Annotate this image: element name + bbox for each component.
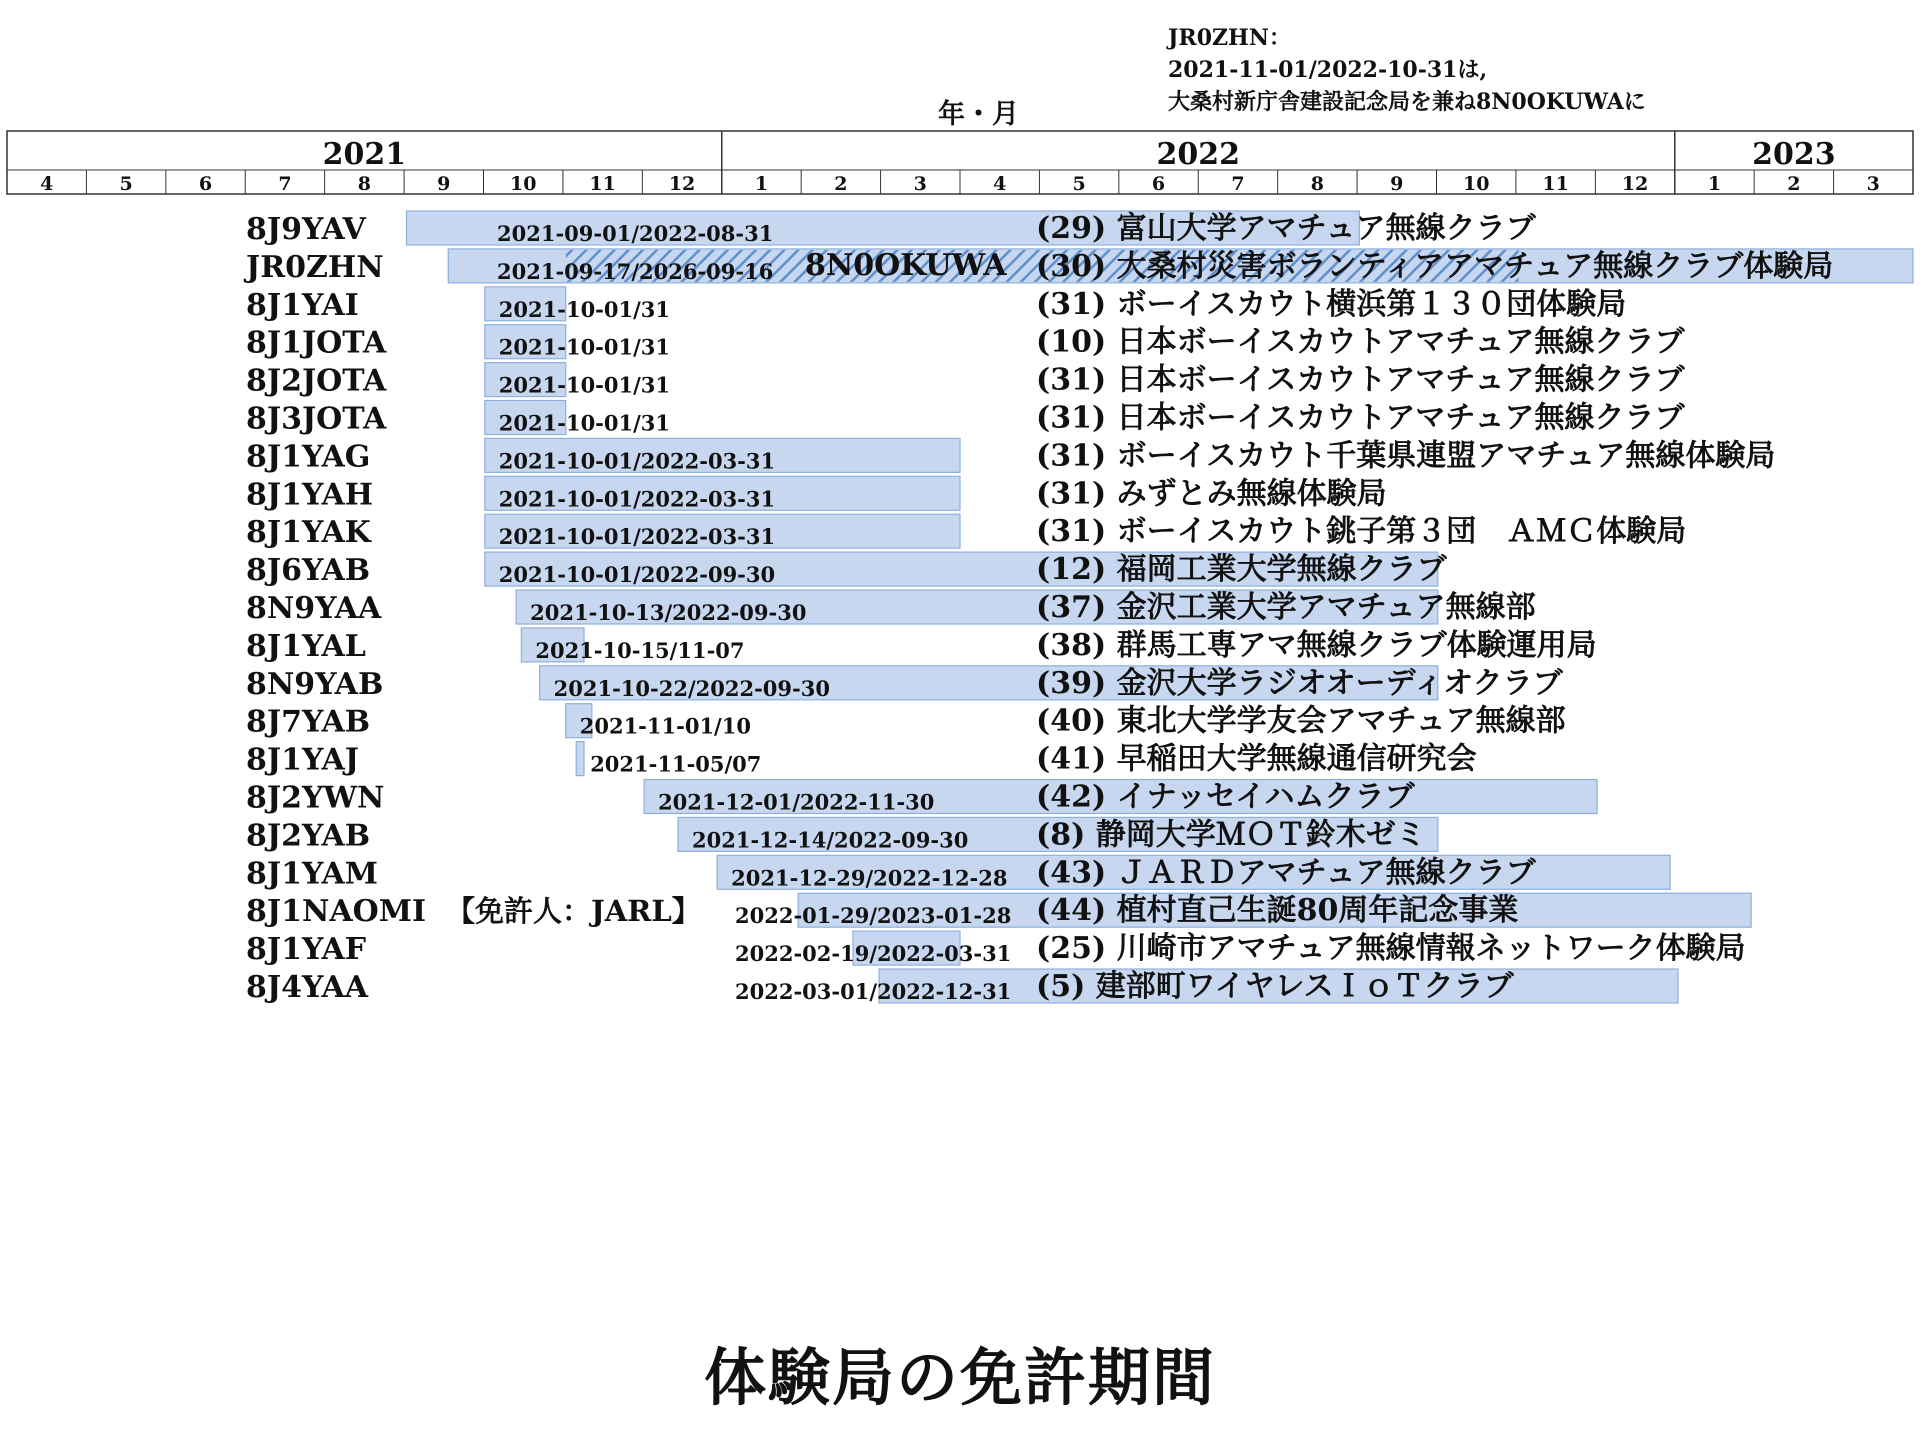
callsign-label: 8J7YAB [246,704,371,740]
description-label: (29) 富山大学アマチュア無線クラブ [1036,211,1536,246]
month-tick-label: 1 [1707,173,1722,195]
callsign-label: 8J3JOTA [246,401,387,437]
month-tick-label: 3 [913,173,927,195]
description-label: (31) ボーイスカウト千葉県連盟アマチュア無線体験局 [1036,438,1776,474]
month-tick-label: 4 [993,173,1007,195]
period-label: 2021-10-15/11-07 [535,637,745,663]
description-label: (31) ボーイスカウト銚子第３団 ＡＭＣ体験局 [1036,514,1687,550]
month-tick-label: 8 [357,173,371,195]
callsign-label: 8J1YAJ [246,742,359,778]
period-label: 2021-11-05/07 [590,751,762,777]
year-tick-label: 2021 [322,137,407,172]
callsign-label: 8J4YAA [246,970,368,1005]
month-tick-label: 9 [437,173,451,195]
description-label: (5) 建部町ワイヤレスＩｏＴクラブ [1036,969,1514,1004]
special-callsign-label: 8N0OKUWA [805,247,1007,283]
month-tick-label: 2 [1787,173,1801,195]
description-label: (12) 福岡工業大学無線クラブ [1036,552,1447,588]
period-label: 2021-09-17/2026-09-16 [497,258,774,284]
period-label: 2022-01-29/2023-01-28 [735,903,1012,929]
callsign-label: 8J1YAH [246,477,374,513]
callsign-label: 8J2JOTA [246,363,387,399]
callsign-label: 8J1YAG [246,439,371,475]
note-line: 大桑村新庁舎建設記念局を兼ね8N0OKUWAに [1168,89,1646,115]
description-label: (10) 日本ボーイスカウトアマチュア無線クラブ [1036,324,1685,360]
description-label: (8) 静岡大学ＭＯＴ鈴木ゼミ [1036,817,1426,853]
period-label: 2021-09-01/2022-08-31 [497,221,774,246]
year-tick-label: 2023 [1752,137,1836,172]
period-label: 2021-12-29/2022-12-28 [731,865,1008,891]
period-label: 2021-10-22/2022-09-30 [553,675,830,701]
chart-caption: 体験局の免許期間 [703,1341,1216,1414]
description-label: (39) 金沢大学ラジオオーディオクラブ [1036,665,1563,701]
note-line: 2021-11-01/2022-10-31は, [1168,57,1488,83]
month-tick-label: 12 [668,173,696,195]
description-label: (31) みずとみ無線体験局 [1036,476,1387,512]
description-label: (31) 日本ボーイスカウトアマチュア無線クラブ [1036,362,1685,398]
description-label: (42) イナッセイハムクラブ [1036,779,1415,815]
description-label: (44) 植村直己生誕80周年記念事業 [1036,893,1519,929]
period-label: 2021-12-01/2022-11-30 [658,789,935,815]
description-label: (41) 早稲田大学無線通信研究会 [1036,741,1477,777]
month-tick-label: 7 [278,173,292,195]
period-label: 2021-10-01/2022-03-31 [498,486,776,512]
period-label: 2021-10-01/31 [498,296,671,322]
callsign-label: 8J1YAK [246,515,371,551]
description-label: (43) ＪＡＲＤアマチュア無線クラブ [1036,855,1536,891]
callsign-label: 8N9YAB [246,666,384,702]
description-label: (37) 金沢工業大学アマチュア無線部 [1036,590,1536,625]
callsign-label: 8J1YAF [246,932,367,968]
description-label: (31) 日本ボーイスカウトアマチュア無線クラブ [1036,400,1685,436]
month-tick-label: 1 [754,173,769,195]
callsign-label: JR0ZHN [246,249,384,285]
callsign-label: 8J1YAI [246,287,359,323]
description-label: (30) 大桑村災害ボランティアアマチュア無線クラブ体験局 [1036,248,1834,284]
callsign-label: 8J2YAB [246,818,371,854]
month-tick-label: 11 [1542,173,1569,195]
month-tick-label: 6 [1151,173,1166,195]
period-label: 2021-10-01/2022-09-30 [498,562,776,588]
period-label: 2021-10-01/31 [498,372,671,398]
year-tick-label: 2022 [1156,137,1240,172]
month-tick-label: 5 [119,173,133,195]
callsign-label: 8J6YAB [246,553,371,589]
time-axis [7,131,1913,195]
description-label: (40) 東北大学学友会アマチュア無線部 [1036,703,1566,739]
period-bar [576,742,584,776]
callsign-label: 8J1NAOMI [246,894,427,930]
month-tick-label: 8 [1310,173,1324,195]
period-label: 2022-03-01/2022-12-31 [735,979,1012,1004]
month-tick-label: 9 [1390,173,1404,195]
month-tick-label: 11 [589,173,616,195]
period-label: 2021-10-01/31 [498,410,671,436]
period-label: 2022-02-19/2022-03-31 [735,941,1012,967]
period-label: 2021-12-14/2022-09-30 [692,827,969,853]
note-line: JR0ZHN： [1168,25,1291,51]
callsign-label: 8J9YAV [246,212,366,247]
description-label: (25) 川崎市アマチュア無線情報ネットワーク体験局 [1036,931,1746,967]
callsign-label: 8N9YAA [246,591,382,626]
month-tick-label: 7 [1231,173,1245,195]
period-label: 2021-10-01/2022-03-31 [498,524,776,550]
month-tick-label: 12 [1621,173,1649,195]
callsign-label: 8J1YAM [246,856,378,892]
licensee-label: 【免許人：JARL】 [446,894,701,929]
month-tick-label: 2 [834,173,848,195]
period-label: 2021-11-01/10 [579,713,751,739]
callsign-label: 8J2YWN [246,780,385,816]
month-tick-label: 4 [40,173,54,195]
period-label: 2021-10-01/31 [498,334,671,360]
description-label: (31) ボーイスカウト横浜第１３０団体験局 [1036,286,1627,322]
period-label: 2021-10-13/2022-09-30 [530,600,807,625]
description-label: (38) 群馬工専アマ無線クラブ体験運用局 [1036,627,1597,663]
month-tick-label: 6 [198,173,213,195]
month-tick-label: 3 [1866,173,1880,195]
callsign-label: 8J1JOTA [246,325,387,361]
month-tick-label: 10 [1462,173,1490,195]
axis-unit-label: 年・月 [938,99,1019,130]
month-tick-label: 5 [1072,173,1086,195]
period-label: 2021-10-01/2022-03-31 [498,448,776,474]
callsign-label: 8J1YAL [246,628,366,664]
month-tick-label: 10 [509,173,537,195]
